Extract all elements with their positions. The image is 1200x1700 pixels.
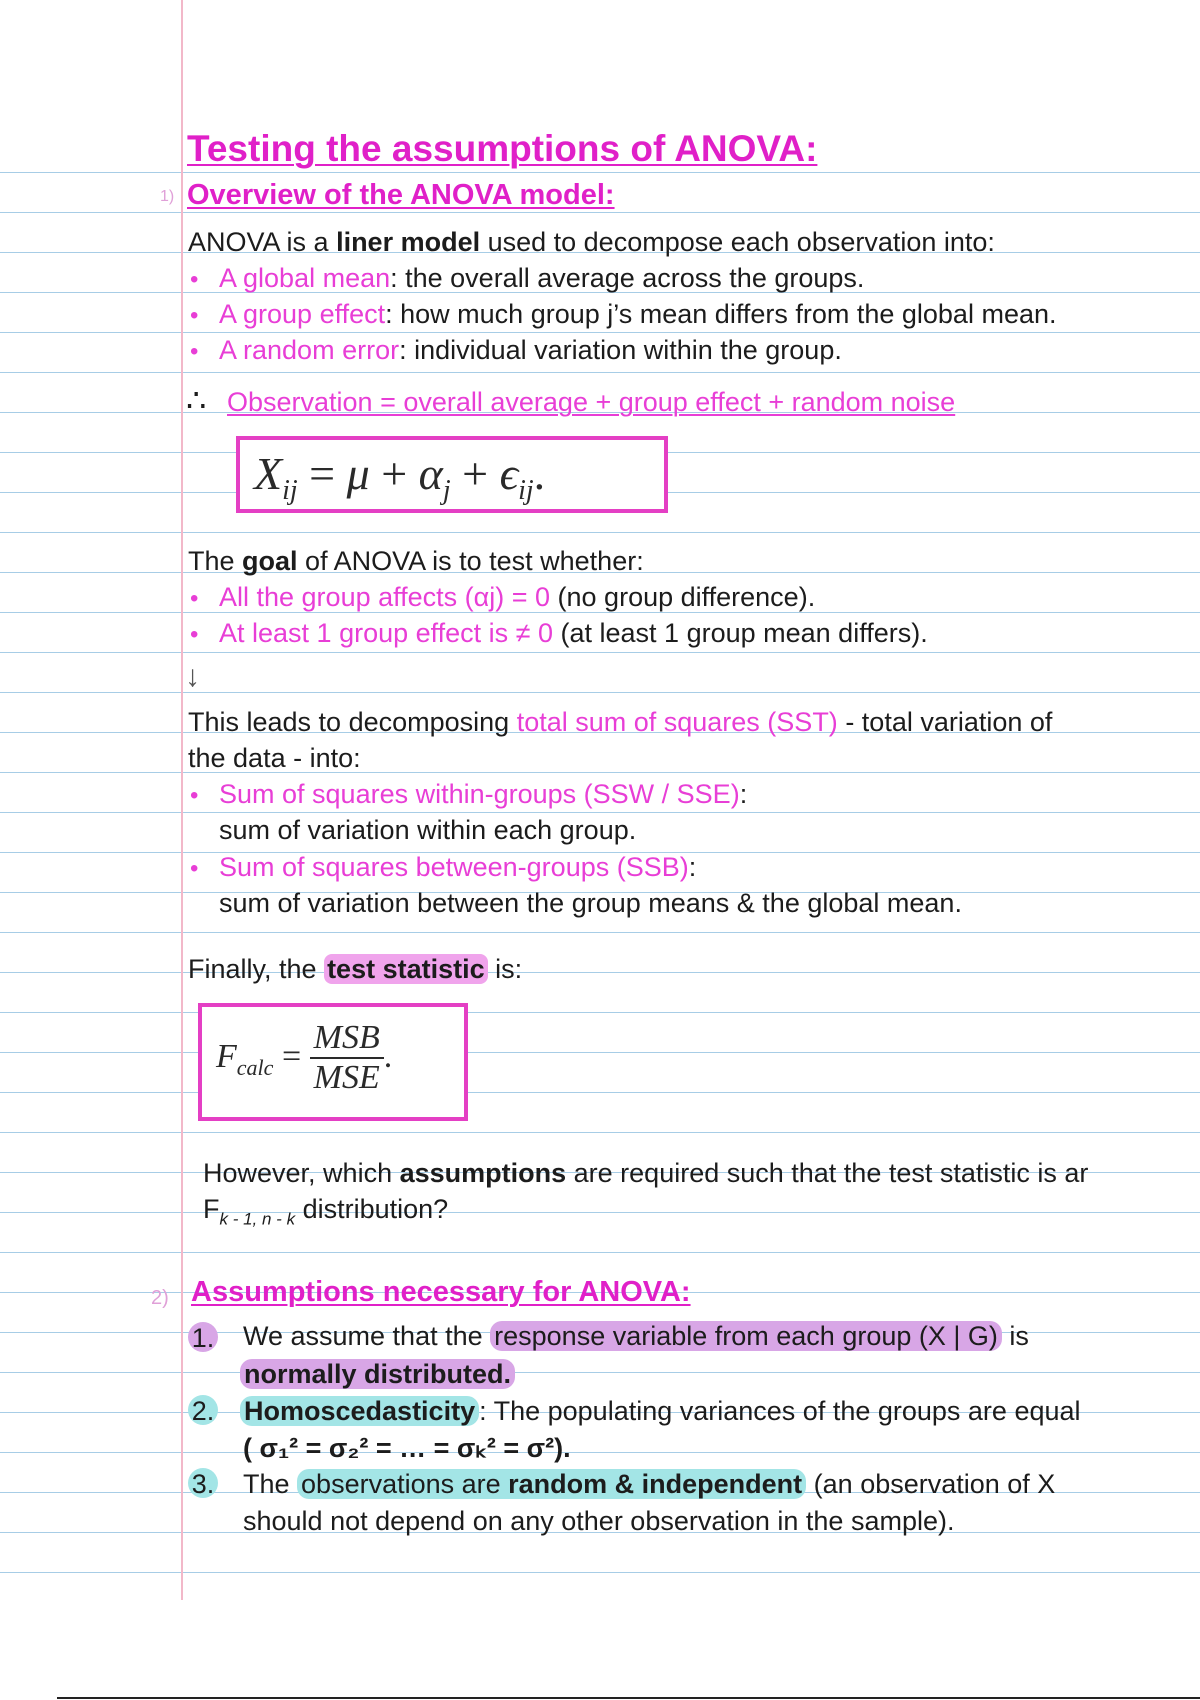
f-symbol: F xyxy=(216,1037,237,1075)
margin-line xyxy=(181,0,183,1600)
assumption-question-line2 xyxy=(203,1193,448,1235)
test-statistic-intro xyxy=(188,953,522,986)
number-badge: 1. xyxy=(188,1322,218,1352)
component-item xyxy=(219,334,842,367)
fraction xyxy=(310,1019,384,1097)
number-badge: 3. xyxy=(188,1468,218,1498)
goal-text xyxy=(188,545,644,578)
leads-part: - total variation of xyxy=(837,707,1053,737)
bullet-icon: • xyxy=(190,855,199,882)
sst-term: total sum of squares (SST) xyxy=(516,707,838,737)
decomposition-item xyxy=(219,778,747,811)
assumption-item-line2 xyxy=(240,1358,515,1391)
highlight-bold: random & independent xyxy=(508,1469,803,1499)
conclusion-text: Observation = overall average + group effect + random noise xyxy=(227,387,956,417)
highlight: response variable from each group (X | G) xyxy=(490,1321,1002,1351)
question-part: are required such that the test statistic is ar xyxy=(566,1158,1089,1188)
intro-part: ANOVA is a xyxy=(188,227,337,257)
component-item xyxy=(219,262,864,295)
fcalc-equation: $F_{calc}$ = $\frac{\text{MSB}}{\text{MSE}}$ . xyxy=(216,1019,393,1096)
denominator: MSE xyxy=(313,1059,380,1096)
assumption-item xyxy=(240,1395,1081,1428)
colon: : xyxy=(739,779,748,809)
section-2-marker: 2) xyxy=(151,1287,169,1309)
hypothesis-desc: (at least 1 group mean differs). xyxy=(553,618,928,648)
highlight-bold: normally distributed. xyxy=(240,1359,515,1389)
goal-part: of ANOVA is to test whether: xyxy=(297,546,644,576)
hypothesis-desc: (no group difference). xyxy=(550,582,816,612)
component-desc: : how much group j’s mean differs from the global mean. xyxy=(385,299,1057,329)
assumption-text: The xyxy=(243,1469,298,1499)
component-term: A group effect xyxy=(219,299,386,329)
assumption-text: : The populating variances of the groups are equal xyxy=(479,1396,1081,1426)
decomposition-desc: sum of variation within each group. xyxy=(219,815,637,845)
down-arrow-icon: ↓ xyxy=(185,660,200,693)
fcalc-equation-box xyxy=(198,1003,468,1121)
hypothesis-term: All the group affects (αj) = 0 xyxy=(219,582,551,612)
assumption-item xyxy=(243,1320,1029,1353)
f-subscript: calc xyxy=(236,1054,274,1080)
variance-equation-text: ( σ₁² = σ₂² = … = σₖ² = σ²). xyxy=(243,1433,571,1463)
assumption-item-line2: should not depend on any other observation in the sample). xyxy=(243,1506,955,1536)
variance-equation xyxy=(243,1432,571,1465)
ssb-term: Sum of squares between-groups (SSB) xyxy=(219,852,689,882)
section-1-heading: Overview of the ANOVA model: xyxy=(187,179,615,211)
question-part: However, which xyxy=(203,1158,400,1188)
assumption-number xyxy=(188,1322,218,1355)
highlight: observations are xyxy=(301,1469,509,1499)
goal-part: The xyxy=(188,546,243,576)
model-equation: $X_{ij} = \mu + \alpha_j + \epsilon_{ij}$. xyxy=(254,448,546,507)
test-statistic-term: test statistic xyxy=(324,954,488,984)
assumption-text: We assume that the xyxy=(243,1321,491,1351)
question-part: distribution? xyxy=(295,1194,449,1224)
therefore-icon: ∴ xyxy=(186,382,207,418)
page-bottom-border xyxy=(57,1697,1200,1699)
component-term: A global mean xyxy=(219,263,391,293)
bullet-icon: • xyxy=(190,338,199,365)
decomposition-intro xyxy=(188,706,1052,739)
component-term: A random error xyxy=(219,335,400,365)
model-equation-box xyxy=(236,436,668,513)
component-desc: : individual variation within the group. xyxy=(399,335,842,365)
f-distribution: F xyxy=(203,1194,220,1224)
finally-part: Finally, the xyxy=(188,954,325,984)
bullet-icon: • xyxy=(190,782,199,809)
assumption-number xyxy=(188,1468,218,1501)
decomposition-intro-line2: the data - into: xyxy=(188,743,361,773)
intro-bold: liner model xyxy=(336,227,481,257)
leads-part: This leads to decomposing xyxy=(188,707,517,737)
hypothesis-item xyxy=(219,581,815,614)
highlight-bold: Homoscedasticity xyxy=(240,1396,479,1426)
decomposition-desc: sum of variation between the group means & the global mean. xyxy=(219,888,962,918)
number-badge: 2. xyxy=(188,1395,218,1425)
section-2-heading: Assumptions necessary for ANOVA: xyxy=(191,1276,691,1308)
bullet-icon: • xyxy=(190,621,199,648)
bullet-icon: • xyxy=(190,266,199,293)
component-desc: : the overall average across the groups. xyxy=(390,263,865,293)
bullet-icon: • xyxy=(190,302,199,329)
ssw-term: Sum of squares within-groups (SSW / SSE) xyxy=(219,779,740,809)
section-1-marker: 1) xyxy=(160,188,175,205)
intro-part: used to decompose each observation into: xyxy=(480,227,995,257)
question-bold: assumptions xyxy=(399,1158,567,1188)
numerator: MSB xyxy=(313,1019,380,1056)
page-title: Testing the assumptions of ANOVA: xyxy=(187,128,818,169)
assumption-text: is xyxy=(1001,1321,1029,1351)
decomposition-item xyxy=(219,851,696,884)
finally-part: is: xyxy=(487,954,523,984)
component-item xyxy=(219,298,1057,331)
hypothesis-term: At least 1 group effect is ≠ 0 xyxy=(219,618,554,648)
assumption-question xyxy=(203,1157,1088,1190)
assumption-text: (an observation of X xyxy=(806,1469,1056,1499)
assumption-item xyxy=(243,1468,1055,1501)
df-subscript: k - 1, n - k xyxy=(219,1209,296,1229)
assumption-number xyxy=(188,1395,218,1428)
bullet-icon: • xyxy=(190,585,199,612)
intro-text xyxy=(188,226,995,259)
goal-bold: goal xyxy=(242,546,298,576)
colon: : xyxy=(688,852,697,882)
hypothesis-item xyxy=(219,617,928,650)
